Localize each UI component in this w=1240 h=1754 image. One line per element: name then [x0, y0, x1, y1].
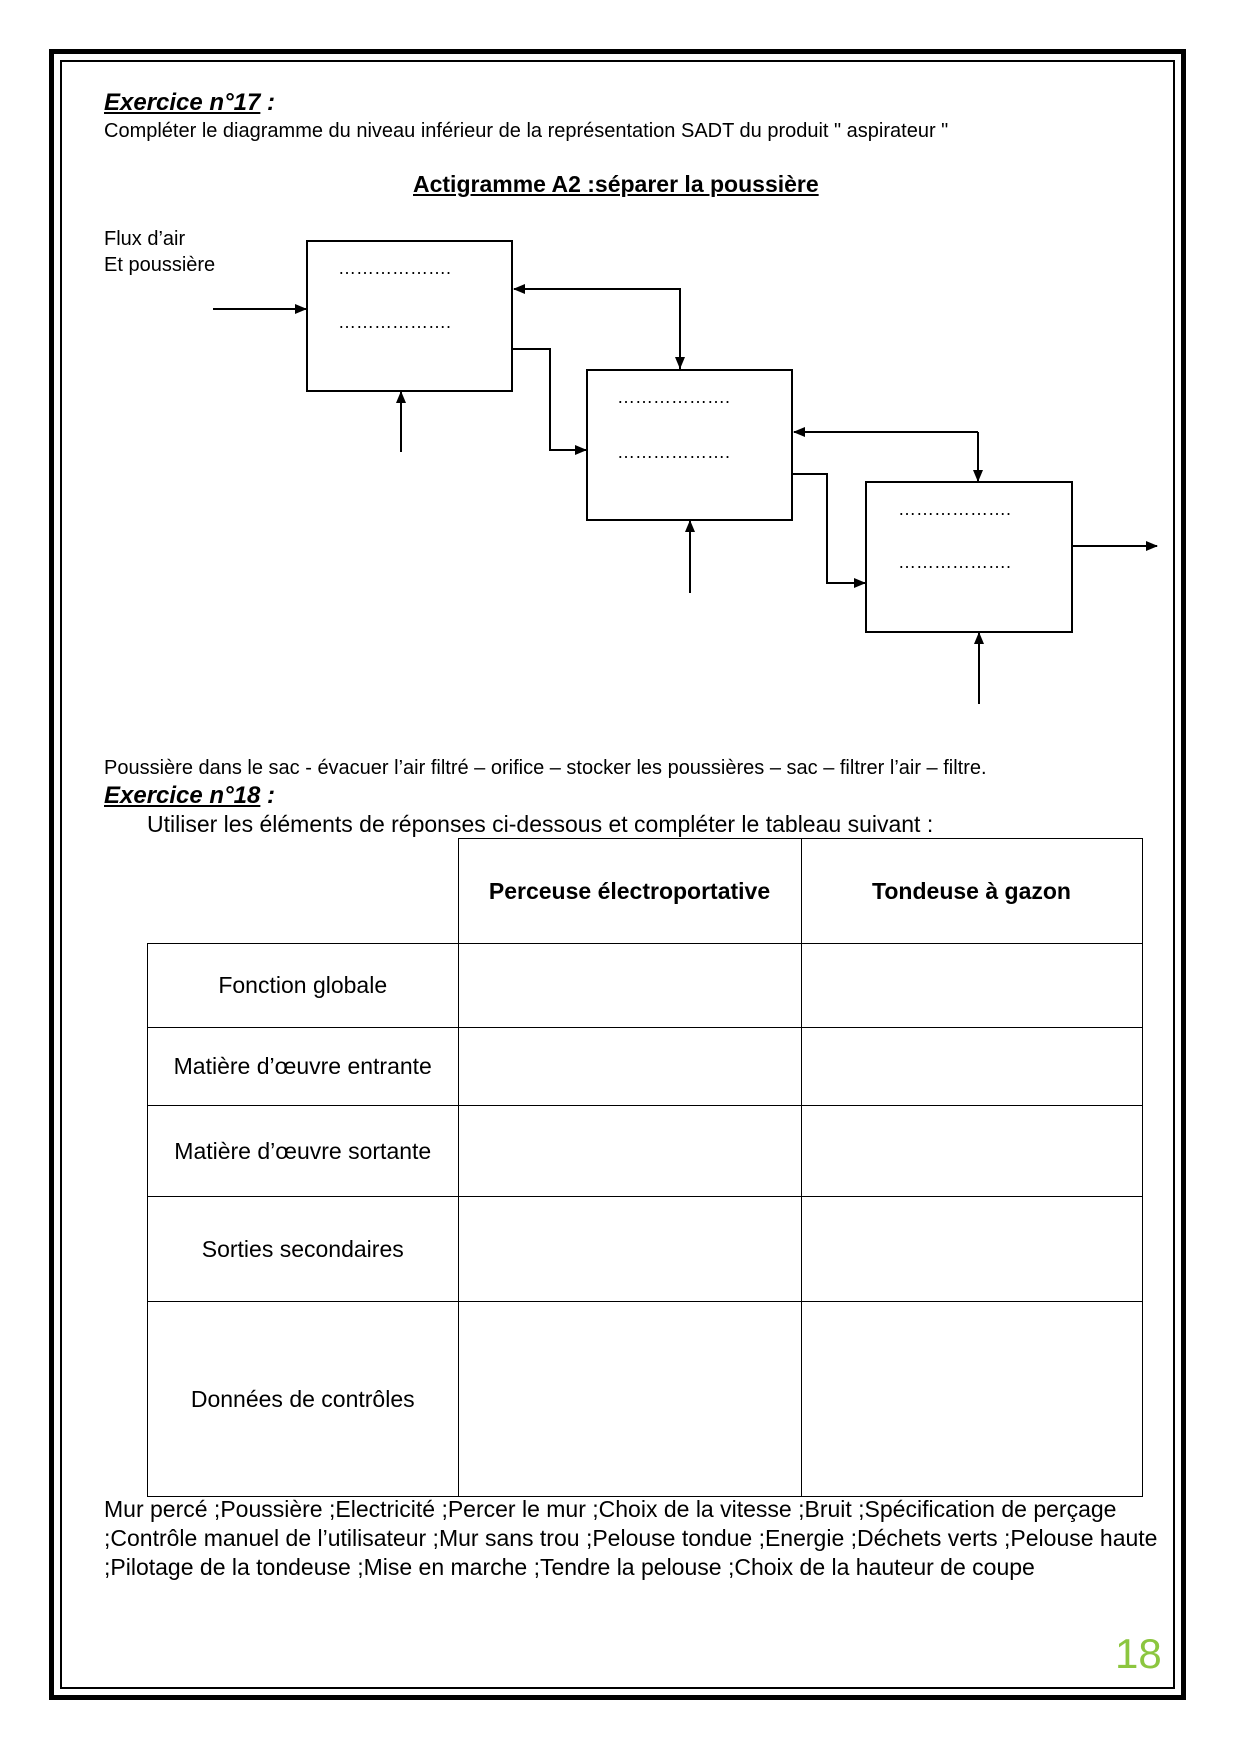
- table-row: [148, 1106, 1143, 1197]
- exercise-18-title-suffix: :: [260, 782, 276, 809]
- exercise-18-title: [104, 782, 275, 810]
- table-row: [148, 1302, 1143, 1497]
- feedback-arrow-2-to-1: [514, 289, 680, 369]
- answer-cell[interactable]: [801, 1302, 1142, 1497]
- box-2-blank-1: ……………….: [617, 387, 731, 407]
- answer-cell[interactable]: [801, 1028, 1142, 1106]
- table-corner-cell: [148, 839, 459, 944]
- exercise-18-instruction: Utiliser les éléments de réponses ci-dessous et compléter le tableau suivant :: [147, 811, 934, 837]
- page-number: 18: [1115, 1630, 1162, 1677]
- answer-cell[interactable]: [801, 1197, 1142, 1302]
- box-2-blank-2: ……………….: [617, 442, 731, 462]
- answer-cell[interactable]: [458, 944, 801, 1028]
- table-row: [148, 1028, 1143, 1106]
- column-header: Tondeuse à gazon: [801, 839, 1142, 944]
- flow-arrow-2-to-3: [792, 474, 865, 583]
- row-header: Données de contrôles: [148, 1302, 459, 1497]
- answer-cell[interactable]: [801, 1106, 1142, 1197]
- box-3-blank-1: ……………….: [898, 499, 1012, 519]
- table-header-row: [148, 839, 1143, 944]
- box-3-blank-2: ……………….: [898, 552, 1012, 572]
- exercise-17-title-label: Exercice n°17: [104, 89, 261, 116]
- answer-cell[interactable]: [801, 944, 1142, 1028]
- exercise-17-title-suffix: :: [260, 89, 276, 116]
- column-header: Perceuse électroportative: [458, 839, 801, 944]
- box-1-blank-2: ……………….: [338, 312, 452, 332]
- answer-cell[interactable]: [458, 1106, 801, 1197]
- input-label-line1: Flux d’air: [104, 228, 186, 250]
- answer-cell[interactable]: [458, 1302, 801, 1497]
- row-header: Sorties secondaires: [148, 1197, 459, 1302]
- sadt-diagram: [0, 0, 1240, 760]
- row-header: Matière d’œuvre sortante: [148, 1106, 459, 1197]
- table-row: [148, 944, 1143, 1028]
- answer-cell[interactable]: [458, 1028, 801, 1106]
- table-row: [148, 1197, 1143, 1302]
- answer-cell[interactable]: [458, 1197, 801, 1302]
- exercise-17-word-list: Poussière dans le sac - évacuer l’air filtré – orifice – stocker les poussières – sac – filtrer l’air – filtre.: [104, 757, 987, 779]
- flow-arrow-1-to-2: [512, 349, 586, 450]
- comparison-table: [147, 838, 1143, 1497]
- exercise-17-instruction: Compléter le diagramme du niveau inférieur de la représentation SADT du produit " aspirateur ": [104, 120, 949, 142]
- answer-elements-list: Mur percé ;Poussière ;Electricité ;Percer le mur ;Choix de la vitesse ;Bruit ;Spécification de perçage ;Contrôle manuel de l’utilisateur ;Mur sans trou ;Pelouse tondue ;Energie ;Déchets verts ;Pelouse haute ;Pilotage de la tondeuse ;Mise en marche ;Tendre la pelouse ;Choix de la hauteur de coupe: [104, 1496, 1158, 1580]
- exercise-18-title-label: Exercice n°18: [104, 782, 261, 809]
- row-header: Matière d’œuvre entrante: [148, 1028, 459, 1106]
- row-header: Fonction globale: [148, 944, 459, 1028]
- box-1-blank-1: ……………….: [338, 258, 452, 278]
- actigram-title: Actigramme A2 :séparer la poussière: [413, 171, 819, 197]
- input-label-line2: Et poussière: [104, 254, 216, 276]
